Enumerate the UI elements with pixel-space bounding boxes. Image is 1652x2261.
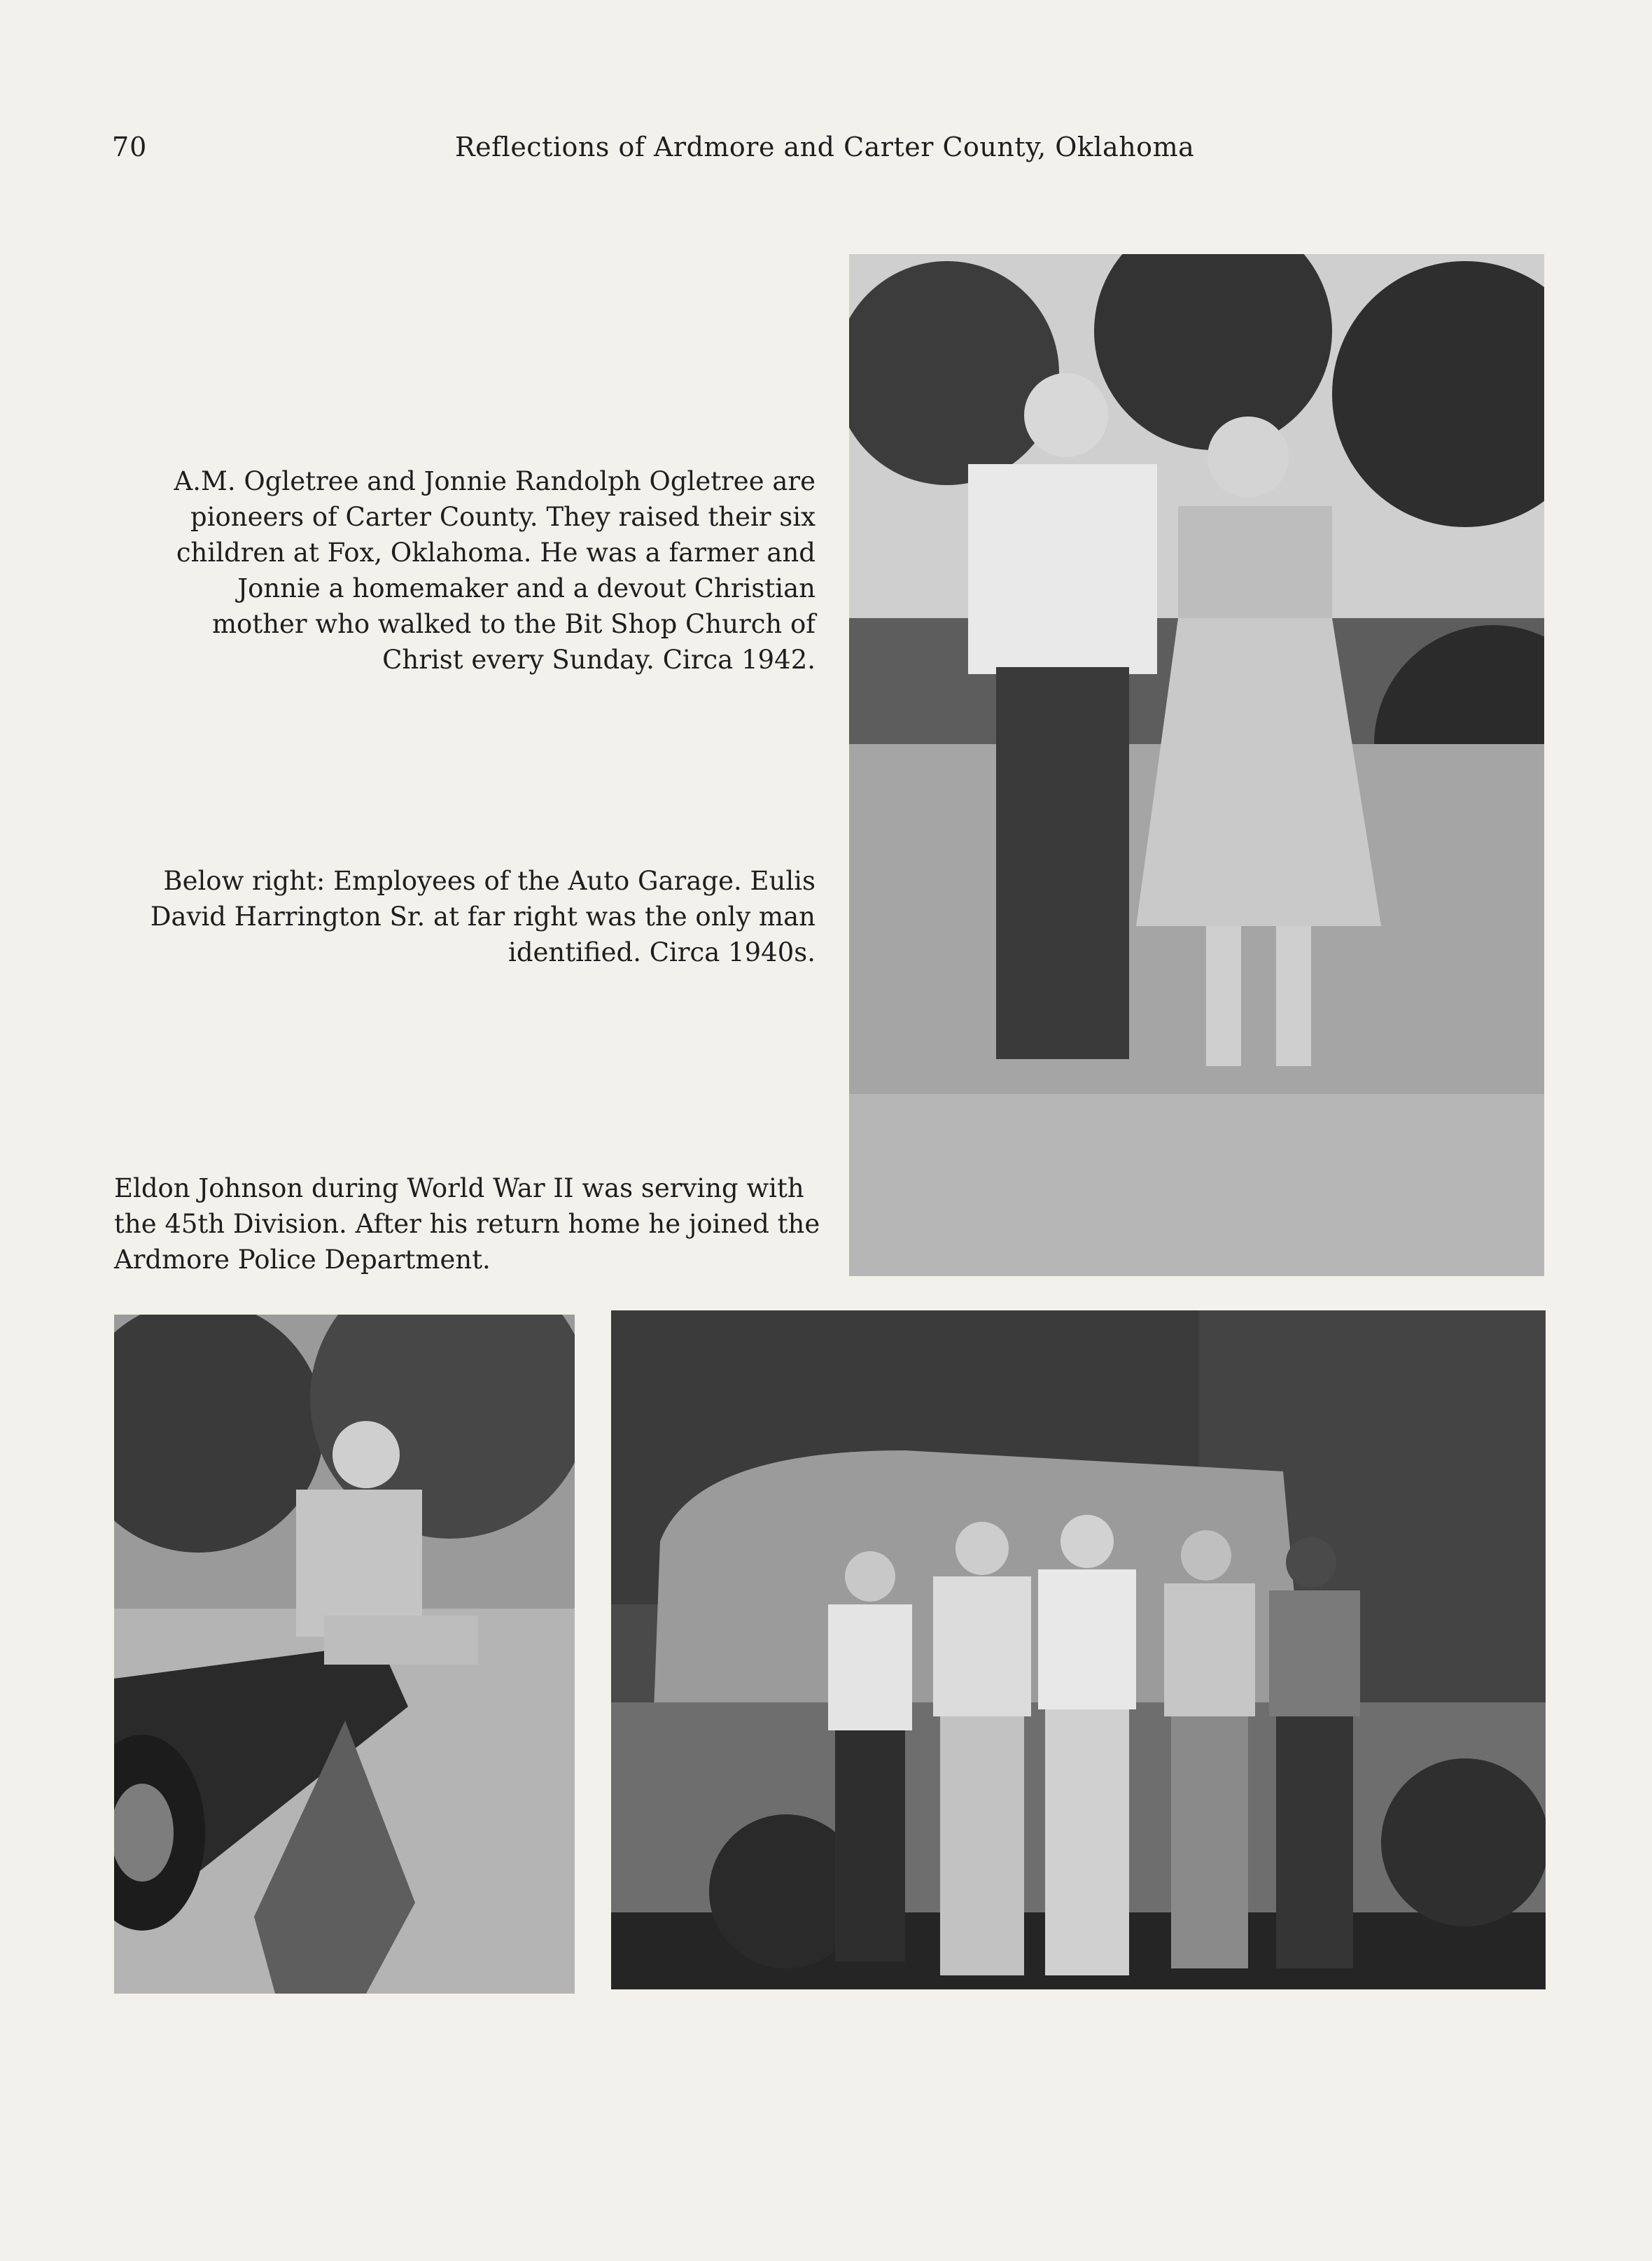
caption-line: mother who walked to the Bit Shop Church of: [211, 609, 816, 639]
photo-auto-garage-employees: [611, 1310, 1546, 1989]
caption-line: Eldon Johnson during World War II was serving with: [114, 1173, 804, 1203]
caption-line: the 45th Division. After his return home he joined the: [114, 1209, 820, 1239]
caption-line: children at Fox, Oklahoma. He was a farmer and: [176, 538, 816, 568]
page-number: 70: [112, 132, 148, 162]
running-title: Reflections of Ardmore and Carter County, Oklahoma: [455, 132, 1195, 162]
caption-line: Christ every Sunday. Circa 1942.: [382, 645, 816, 675]
caption-line: David Harrington Sr. at far right was the only man: [150, 902, 816, 932]
caption-auto-garage: [150, 863, 816, 970]
caption-line: A.M. Ogletree and Jonnie Randolph Ogletree are: [174, 466, 816, 496]
caption-eldon-johnson: [114, 1170, 820, 1278]
caption-line: Ardmore Police Department.: [114, 1245, 491, 1275]
photo-ogletree-couple: [849, 254, 1544, 1276]
caption-line: identified. Circa 1940s.: [507, 937, 816, 967]
caption-line: Below right: Employees of the Auto Garage. Eulis: [163, 866, 816, 896]
caption-ogletree: [174, 463, 816, 678]
photo-eldon-johnson: [114, 1315, 575, 1994]
caption-line: pioneers of Carter County. They raised their six: [190, 502, 816, 532]
caption-line: Jonnie a homemaker and a devout Christian: [237, 573, 816, 603]
